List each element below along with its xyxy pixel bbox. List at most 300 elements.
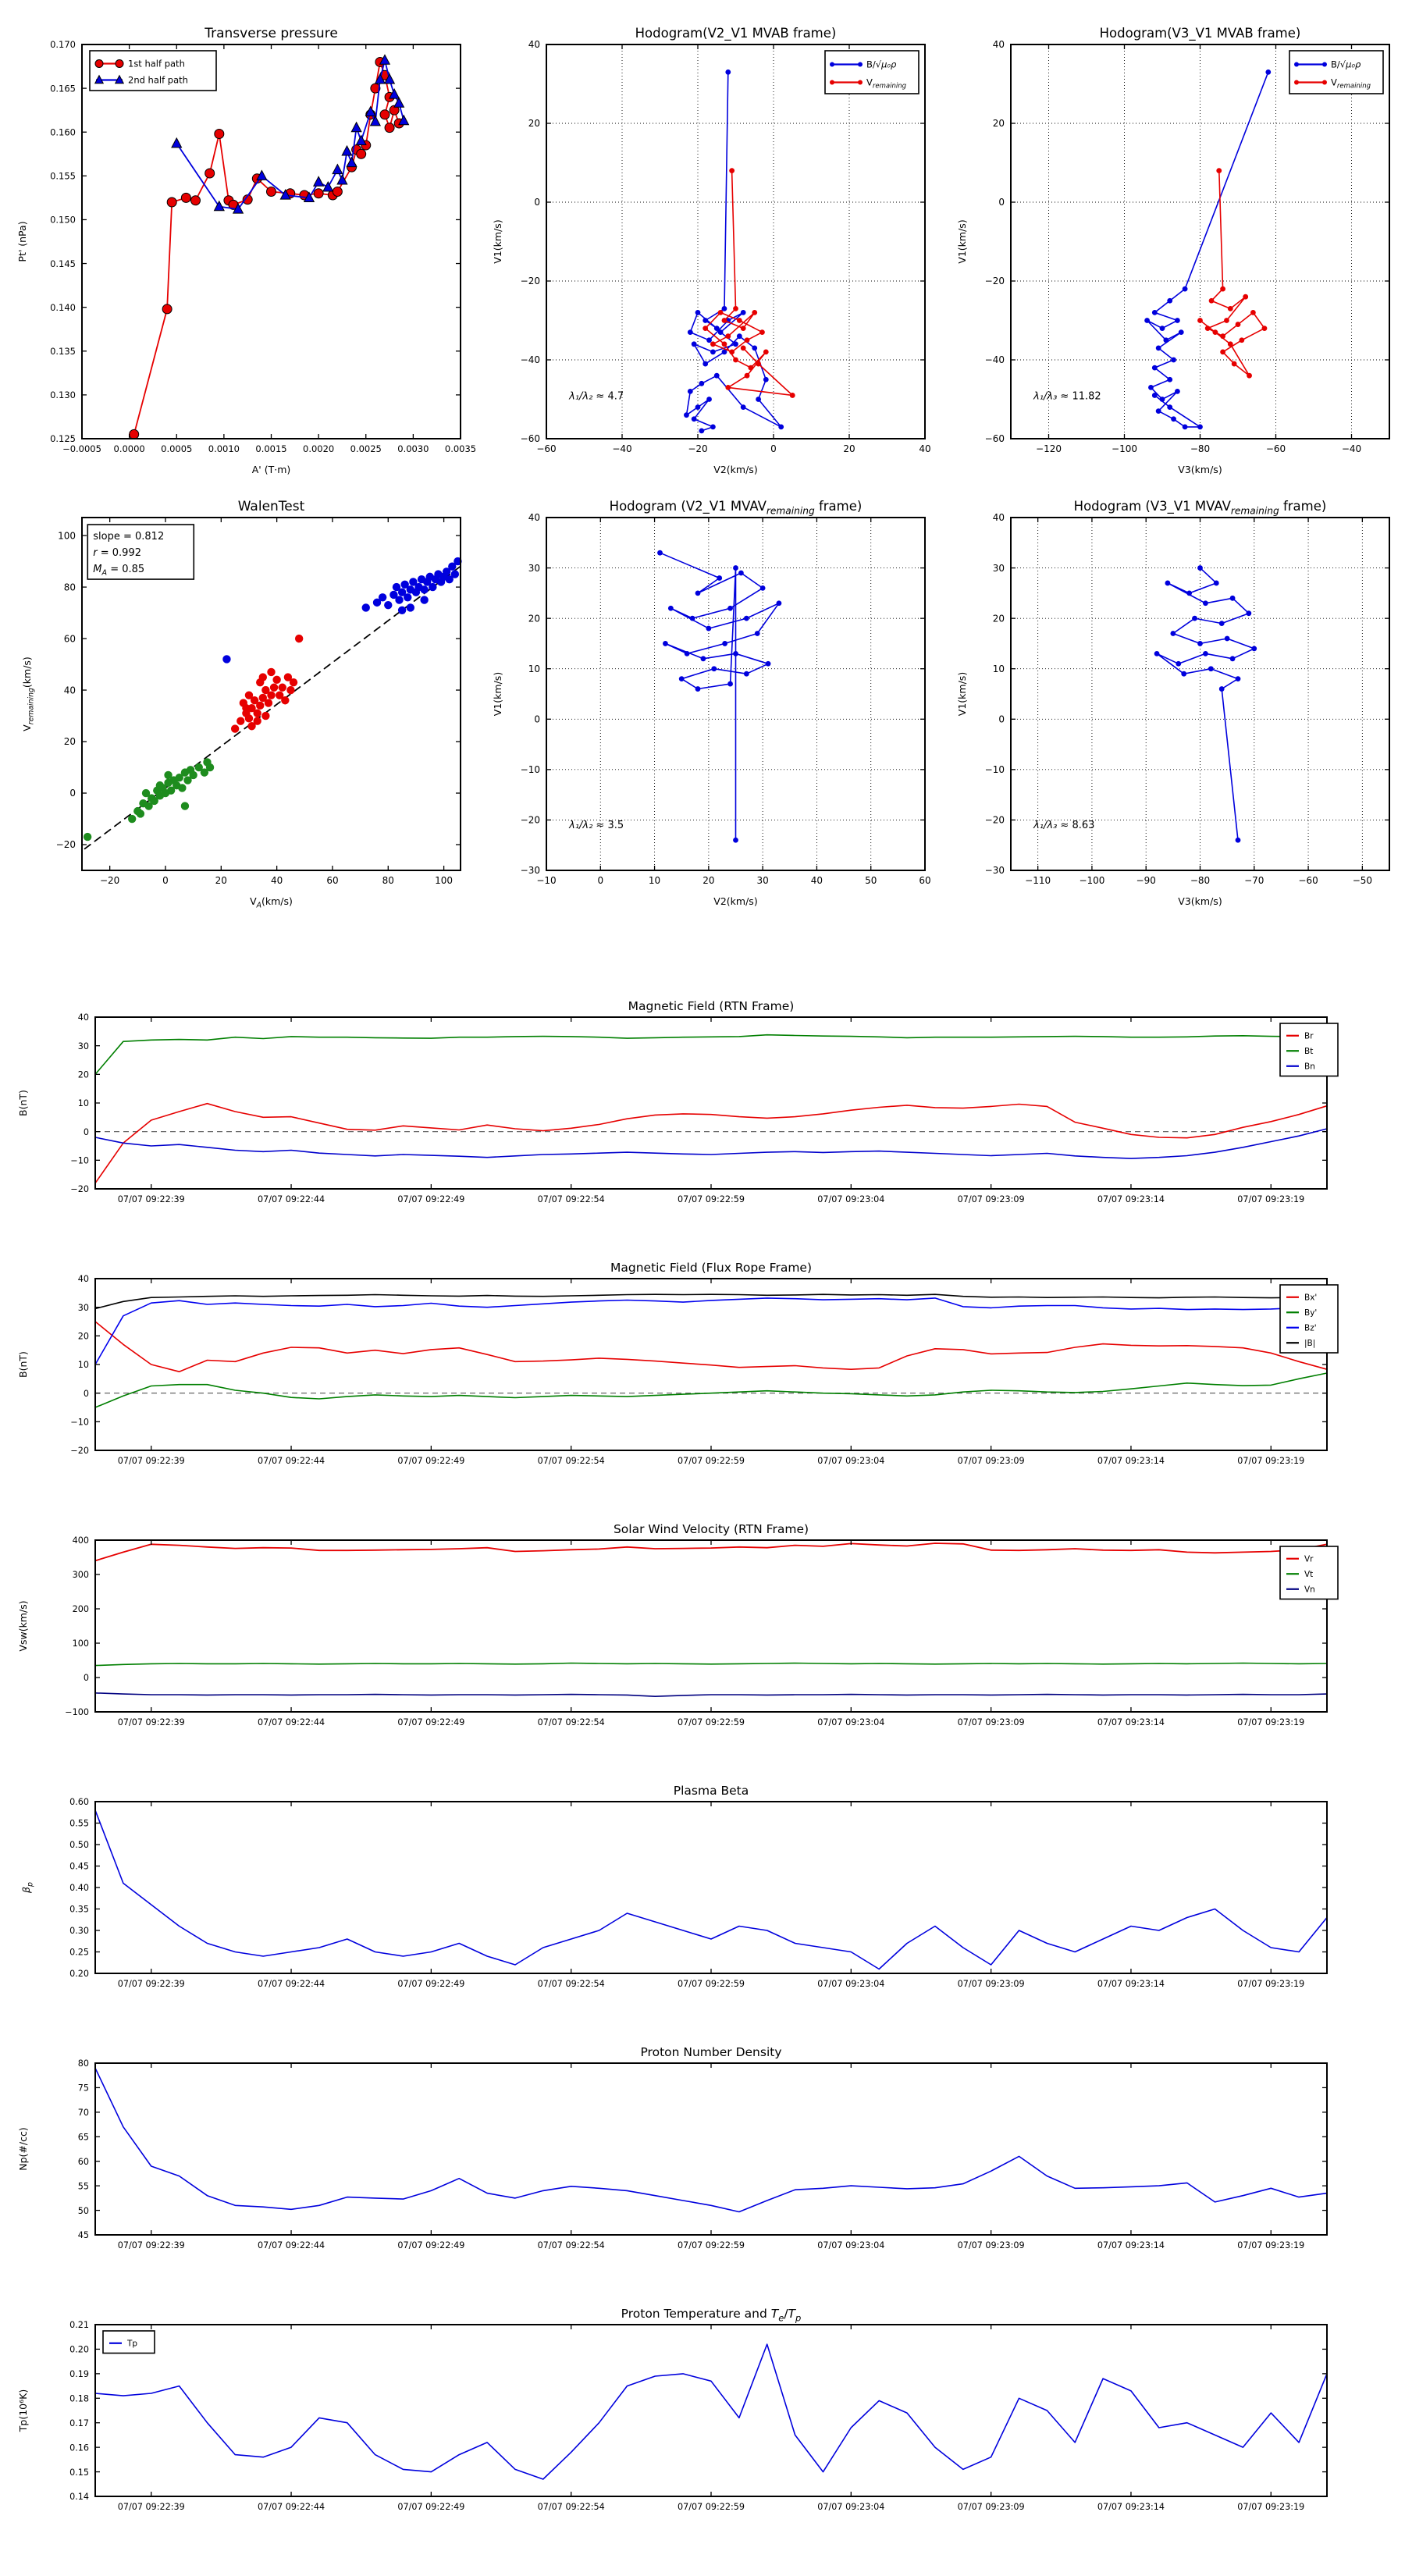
y-axis-label: Tp(10⁶K) [17,2389,29,2432]
series-np [95,2068,1327,2211]
point-marker [759,329,765,335]
x-tick-label: 0.0010 [208,443,240,454]
y-tick-label: 30 [528,562,540,574]
point-marker [1203,600,1208,606]
x-tick-label: 07/07 09:22:44 [258,1717,325,1727]
y-tick-label: 45 [77,2230,89,2241]
x-tick-label: 20 [702,875,715,886]
x-axis-label: $V_A(km/s)$ [250,895,293,910]
point-marker [766,661,771,667]
y-tick-label: 300 [72,1570,89,1581]
x-tick-label: 07/07 09:22:49 [397,1456,465,1466]
series-first-half-path [134,62,400,434]
point-marker [733,838,738,843]
y-tick-label: −10 [520,764,540,776]
point-marker [733,341,738,347]
legend-label: Bn [1304,1062,1315,1072]
point-marker [752,310,757,315]
point-marker [1214,581,1219,586]
point-marker [1152,365,1158,371]
panel-hodogram-v2v1-mvab [492,26,931,475]
point-marker [1247,373,1252,379]
point-marker [745,337,750,343]
point-marker [1165,581,1171,586]
point-marker [1251,646,1257,651]
point-marker [1213,329,1218,335]
point-marker [1197,565,1203,571]
point-marker [710,341,716,347]
y-tick-label: 0.40 [69,1883,89,1894]
x-axis-label: V3(km/s) [1178,895,1222,907]
point-marker [247,722,255,730]
point-marker [1167,404,1172,410]
y-axis-label: Vsw(km/s) [17,1600,29,1652]
x-tick-label: 07/07 09:22:59 [677,1979,745,1989]
x-tick-label: 07/07 09:22:39 [117,2240,185,2250]
legend-label: B/√μ₀ρ [866,59,897,70]
series-bz-prime [95,1298,1327,1364]
stats-line: slope = 0.812 [93,531,165,543]
panel-proton-temp [17,2307,1327,2512]
panel-title: Plasma Beta [673,1784,749,1798]
point-marker [749,365,754,371]
x-axis-label: A' (T·m) [251,464,291,475]
panel-title: Magnetic Field (Flux Rope Frame) [610,1261,812,1275]
point-marker [1203,651,1208,656]
triangle-marker [356,136,366,145]
axes-box [95,2063,1327,2235]
point-marker [398,607,406,614]
x-tick-label: 07/07 09:22:44 [258,1979,325,1989]
y-tick-label: 40 [77,1012,89,1023]
point-marker [237,717,244,724]
point-marker [395,596,403,603]
panel-title: Hodogram (V3_V1 $MVAV_{remaining}$ frame) [1073,499,1327,517]
x-tick-label: 20 [843,443,855,454]
point-marker [362,603,370,611]
point-marker [663,641,668,646]
point-marker [167,197,176,207]
point-marker [156,781,164,789]
y-tick-label: 0 [534,197,540,208]
y-tick-label: 80 [77,2058,89,2069]
y-tick-label: −60 [520,433,540,445]
point-marker [1160,326,1165,331]
point-marker [737,318,742,323]
x-tick-label: −100 [1112,443,1137,454]
y-tick-label: 0.160 [50,126,76,138]
point-marker [1294,62,1299,67]
panel-title: Hodogram(V3_V1 MVAB frame) [1099,26,1301,41]
point-marker [379,593,386,601]
point-marker [451,570,459,578]
point-marker [267,691,275,699]
y-tick-label: −30 [520,865,540,877]
y-tick-label: 60 [63,633,76,645]
legend-label: Bz' [1304,1323,1317,1333]
point-marker [1192,616,1197,621]
point-marker [314,189,323,198]
x-tick-label: 07/07 09:23:19 [1237,1194,1305,1204]
y-axis-label: $\beta_p$ [20,1882,35,1893]
point-marker [830,62,834,67]
x-tick-label: 07/07 09:23:09 [957,1456,1025,1466]
point-marker [267,187,276,197]
stats-line: r = 0.992 [93,547,142,560]
x-tick-label: 07/07 09:22:49 [397,2502,465,2512]
legend-label: Vt [1304,1570,1314,1580]
x-tick-label: 07/07 09:22:39 [117,1456,185,1466]
x-tick-label: 0.0035 [444,443,477,454]
y-tick-label: 0.45 [69,1861,89,1872]
point-marker [722,306,727,311]
point-marker [1197,641,1203,646]
x-tick-label: 07/07 09:22:39 [117,2502,185,2512]
y-tick-label: 60 [77,2156,89,2167]
y-axis-label: B(nT) [17,1090,29,1116]
legend-label: Bt [1304,1047,1314,1057]
point-marker [1176,661,1181,667]
point-marker [1179,329,1184,335]
x-tick-label: 07/07 09:22:54 [537,1979,605,1989]
x-tick-label: 07/07 09:22:59 [677,2502,745,2512]
x-tick-label: 07/07 09:22:44 [258,2240,325,2250]
point-marker [256,702,264,710]
point-marker [1265,69,1271,75]
x-tick-label: 100 [435,875,454,886]
x-tick-label: 07/07 09:22:49 [397,1979,465,1989]
axes-box [95,2325,1327,2496]
point-marker [384,601,392,609]
panel-b-fluxrope [17,1261,1338,1466]
panel-title: Solar Wind Velocity (RTN Frame) [613,1522,809,1536]
point-marker [205,169,215,178]
point-marker [222,655,230,663]
point-marker [1216,168,1222,173]
point-marker [695,310,701,315]
y-tick-label: 0.165 [50,83,76,94]
y-tick-label: 40 [528,512,540,524]
panel-hodogram-v2v1-mvav [492,499,931,907]
x-tick-label: 40 [919,443,931,454]
point-marker [1197,318,1203,323]
y-tick-label: 0 [83,1673,89,1684]
point-marker [695,404,701,410]
y-tick-label: 20 [77,1331,89,1342]
point-marker [1236,676,1241,681]
y-tick-label: −30 [984,865,1005,877]
triangle-marker [314,176,324,186]
triangle-marker [351,123,361,132]
x-tick-label: −60 [1298,875,1318,886]
x-tick-label: −10 [536,875,557,886]
point-marker [741,310,746,315]
y-tick-label: 75 [77,2083,89,2094]
y-axis-label: Pt' (nPa) [16,221,28,262]
point-marker [744,671,749,677]
series-bx-prime [95,1322,1327,1372]
point-marker [733,358,738,363]
point-marker [1171,358,1176,363]
point-marker [1230,656,1236,661]
series-vn [95,1693,1327,1696]
legend-label: Bx' [1304,1293,1318,1303]
point-marker [1232,361,1237,367]
point-marker [286,686,294,694]
legend-label: Vr [1304,1554,1314,1564]
point-marker [1197,424,1203,429]
y-tick-label: −20 [984,814,1005,826]
point-marker [404,593,411,601]
y-tick-label: 30 [77,1302,89,1313]
x-tick-label: 07/07 09:22:59 [677,1717,745,1727]
point-marker [357,149,366,158]
y-tick-label: 55 [77,2181,89,2192]
point-marker [281,696,289,704]
y-tick-label: 0.17 [69,2418,89,2428]
y-tick-label: 0.155 [50,170,76,182]
axes-box [95,1540,1327,1712]
x-tick-label: 07/07 09:23:19 [1237,1456,1305,1466]
y-tick-label: 0.19 [69,2369,89,2380]
y-tick-label: 10 [77,1360,89,1371]
point-marker [695,686,701,692]
axes-box [546,44,925,439]
panel-title: Hodogram (V2_V1 $MVAV_{remaining}$ frame) [609,499,863,517]
y-tick-label: 0.14 [69,2492,89,2503]
x-tick-label: 0.0020 [303,443,335,454]
x-tick-label: 10 [648,875,661,886]
x-tick-label: 0.0015 [255,443,287,454]
panel-b-rtn [17,999,1338,1204]
x-tick-label: 07/07 09:22:54 [537,2240,605,2250]
x-tick-label: −100 [1079,875,1105,886]
point-marker [1228,306,1233,311]
x-tick-label: 07/07 09:22:44 [258,1194,325,1204]
y-axis-label: V1(km/s) [492,671,503,717]
point-marker [858,62,863,67]
y-tick-label: −10 [70,1417,89,1428]
point-marker [733,306,738,311]
y-tick-label: 0.55 [69,1818,89,1829]
point-marker [701,656,706,661]
point-marker [760,585,766,591]
point-marker [130,429,139,439]
point-marker [1236,838,1241,843]
point-marker [1167,377,1172,382]
point-marker [164,771,172,779]
series-bt [95,1035,1327,1075]
x-tick-label: −20 [688,443,708,454]
point-marker [725,69,731,75]
point-marker [128,815,136,823]
point-marker [1171,416,1176,422]
point-marker [1156,345,1161,350]
panel-walen-test [21,499,462,910]
point-marker [738,571,744,576]
point-marker [752,345,757,350]
point-marker [685,651,690,656]
point-marker [1181,671,1186,677]
y-tick-label: 0.30 [69,1926,89,1937]
point-marker [657,550,663,556]
x-tick-label: 07/07 09:23:04 [817,2502,885,2512]
y-tick-label: 0.20 [69,1969,89,1980]
point-marker [717,575,722,581]
x-tick-label: −60 [536,443,557,454]
x-tick-label: 07/07 09:23:09 [957,1194,1025,1204]
x-tick-label: −60 [1265,443,1286,454]
point-marker [429,583,436,591]
point-marker [744,616,749,621]
y-tick-label: −20 [520,276,540,287]
point-marker [1160,397,1165,402]
x-tick-label: 20 [215,875,227,886]
point-marker [706,397,712,402]
y-tick-label: 40 [528,39,540,51]
y-tick-label: 0 [69,788,76,799]
y-tick-label: 30 [77,1041,89,1051]
y-tick-label: 20 [992,118,1005,130]
x-tick-label: 0.0005 [161,443,193,454]
panel-hodogram-v3v1-mvav [956,499,1389,907]
point-marker [178,784,186,792]
point-marker [1220,333,1225,339]
series-v-remaining [706,171,793,396]
point-marker [718,329,724,335]
panel-vsw-rtn [17,1522,1338,1727]
x-tick-label: 60 [326,875,339,886]
x-axis-label: V2(km/s) [713,895,758,907]
point-marker [245,691,253,699]
point-marker [711,666,717,671]
point-marker [790,393,795,398]
x-tick-label: −0.0005 [62,443,101,454]
point-marker [267,668,275,676]
point-marker [710,424,716,429]
point-marker [695,590,701,596]
point-marker [1236,322,1241,327]
triangle-marker [394,98,404,107]
x-tick-label: 0 [162,875,169,886]
triangle-marker [342,146,352,155]
point-marker [1220,350,1225,355]
point-marker [1219,686,1225,692]
x-tick-label: 07/07 09:22:54 [537,1717,605,1727]
y-tick-label: 20 [77,1069,89,1080]
point-marker [714,326,720,331]
point-marker [702,318,708,323]
series-vr [95,1543,1327,1560]
y-tick-label: −100 [65,1707,89,1718]
triangle-marker [347,158,357,167]
point-marker [733,651,738,656]
y-tick-label: 0.20 [69,2344,89,2355]
point-marker [688,389,693,394]
x-tick-label: 07/07 09:22:49 [397,1717,465,1727]
panel-transverse-pressure [16,26,476,475]
y-tick-label: 0.60 [69,1797,89,1808]
point-marker [741,345,746,350]
x-tick-label: 07/07 09:23:14 [1097,2240,1165,2250]
point-marker [1219,621,1225,626]
x-tick-label: 07/07 09:23:04 [817,1194,885,1204]
point-marker [1228,341,1233,347]
point-marker [679,676,685,681]
panel-title: WalenTest [237,499,305,514]
point-marker [1322,80,1327,85]
x-tick-label: −20 [99,875,120,886]
point-marker [261,712,269,720]
point-marker [295,635,303,642]
point-marker [1156,408,1161,414]
point-marker [1163,337,1168,343]
point-marker [84,833,91,841]
y-tick-label: 0.140 [50,301,76,313]
y-tick-label: −20 [70,1184,89,1195]
axes-box [95,1017,1327,1189]
x-tick-label: 07/07 09:23:09 [957,1979,1025,1989]
point-marker [1175,318,1180,323]
point-marker [191,196,201,205]
y-tick-label: 0 [83,1126,89,1137]
x-tick-label: −50 [1352,875,1373,886]
y-tick-label: −40 [984,354,1005,366]
point-marker [1170,631,1176,636]
point-marker [1205,326,1211,331]
y-tick-label: 20 [992,613,1005,624]
point-marker [1152,310,1158,315]
y-tick-label: −20 [520,814,540,826]
y-tick-label: −10 [70,1155,89,1166]
point-marker [1144,318,1150,323]
x-tick-label: 07/07 09:23:04 [817,1979,885,1989]
y-tick-label: 40 [63,685,76,696]
point-marker [1183,424,1188,429]
y-tick-label: 40 [992,512,1005,524]
x-tick-label: 07/07 09:23:14 [1097,1979,1165,1989]
y-tick-label: 50 [77,2205,89,2216]
point-marker [727,681,733,687]
point-marker [137,809,144,817]
y-tick-label: 65 [77,2132,89,2143]
y-tick-label: −20 [70,1446,89,1457]
y-tick-label: 70 [77,2108,89,2119]
x-tick-label: 07/07 09:23:14 [1097,1194,1165,1204]
x-tick-label: 07/07 09:23:19 [1237,2502,1305,2512]
point-marker [1186,590,1192,596]
legend-label: Tp [127,2339,138,2349]
x-tick-label: 07/07 09:22:54 [537,1456,605,1466]
series-b-mag [95,1294,1327,1308]
point-marker [777,600,782,606]
point-marker [684,412,689,418]
point-marker [1322,62,1327,67]
point-marker [702,361,708,367]
legend-label: |B| [1304,1339,1316,1349]
y-tick-label: 0.130 [50,390,76,401]
y-tick-label: 100 [72,1638,89,1649]
y-tick-label: 200 [72,1604,89,1615]
point-marker [1152,393,1158,398]
y-tick-label: 0.18 [69,2393,89,2404]
y-tick-label: 0.35 [69,1904,89,1915]
panel-proton-density [17,2045,1327,2250]
axes-box [82,44,461,439]
x-tick-label: 07/07 09:22:39 [117,1194,185,1204]
x-tick-label: 07/07 09:22:44 [258,2502,325,2512]
series-vt [95,1663,1327,1666]
